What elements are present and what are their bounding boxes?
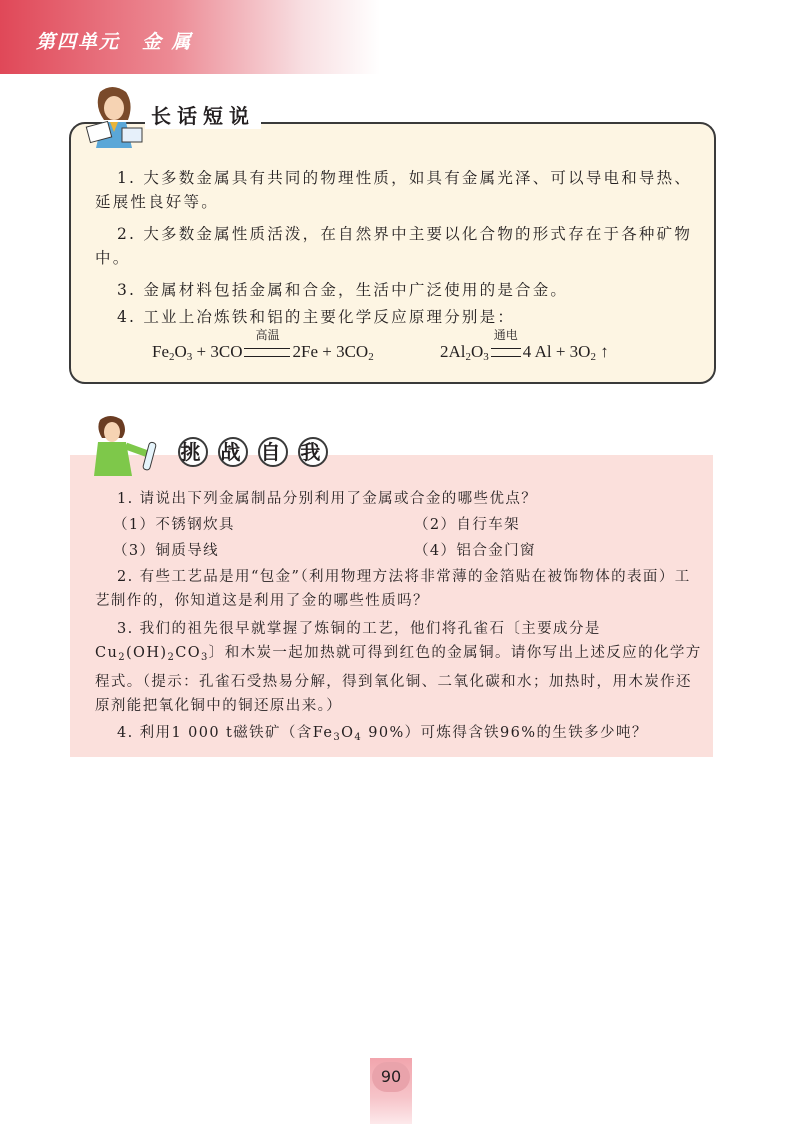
question-4: 4. 利用1 000 t磁铁矿（含$Fe_3O_4$ 90%）可炼得含铁96%的生铁多少吨？ (117, 725, 648, 743)
iron-smelting-equation: $Fe_2O_3 + 3CO$ 高温 $2Fe + 3CO_2$ (152, 328, 374, 363)
chapter-unit: 第四单元 (36, 31, 121, 53)
q1-option-2: （2）自行车架 (414, 517, 521, 533)
aluminium-electrolysis-equation: $2Al_2O_3$ 通电 4 $Al + 3O_2$ ↑ (440, 328, 609, 363)
page-number: 90 (372, 1062, 410, 1092)
question-3-part-1: 3. 我们的祖先很早就掌握了炼铜的工艺，他们将孔雀石〔主要成分是Cu (95, 621, 601, 661)
question-3-part-2: 和木炭一起加热就可得到红色的金属铜。请你写出上述反应的化学方程式。（提示：孔雀石受热易分解，得到氧化铜、二氧化碳和水；加热时，用木炭作还原剂能把氧化铜中的铜还原出来。） (95, 645, 702, 714)
question-4-part-1: 4. 利用1 000 t磁铁矿（含Fe (117, 725, 334, 741)
boy-test-tube-illustration (86, 414, 166, 480)
eq1-reactant-fe: Fe (152, 342, 169, 361)
summary-title: 长话短说 (145, 100, 261, 129)
challenge-title (178, 437, 326, 467)
eq1-condition: 高温 (255, 328, 280, 342)
summary-item-2: 2. 大多数金属性质活泼，在自然界中主要以化合物的形式存在于各种矿物中。 (95, 225, 693, 267)
question-2: 2. 有些工艺品是用“包金”（利用物理方法将非常薄的金箔贴在被饰物体的表面）工艺制作的，你知道这是利用了金的哪些性质吗？ (95, 569, 691, 609)
summary-item-3: 3. 金属材料包括金属和合金，生活中广泛使用的是合金。 (117, 281, 569, 299)
challenge-title-char-1: 挑 (178, 437, 208, 467)
question-1: 1. 请说出下列金属制品分别利用了金属或合金的哪些优点？ (117, 491, 538, 507)
eq2-reactant: 2Al (440, 342, 466, 361)
eq2-condition: 通电 (493, 328, 518, 342)
summary-item-1: 1. 大多数金属具有共同的物理性质，如具有金属光泽、可以导电和导热、延展性良好等。 (95, 169, 693, 211)
girl-reading-illustration (82, 84, 148, 156)
challenge-title-char-2: 战 (218, 437, 248, 467)
challenge-title-char-3: 自 (258, 437, 288, 467)
question-3: 3. 我们的祖先很早就掌握了炼铜的工艺，他们将孔雀石〔主要成分是$Cu_2(OH)_2CO_3$〕和木炭一起加热就可得到红色的金属铜。请你写出上述反应的化学方程式。（提示：孔雀石受热易分解，得到氧化铜、二氧化碳和水；加热时，用木炭作还原剂能把氧化铜中的铜还原出来。） (95, 621, 702, 714)
eq1-products: 2Fe + 3CO (292, 342, 369, 361)
challenge-title-char-4: 我 (298, 437, 328, 467)
q1-option-1: （1）不锈钢炊具 (113, 517, 235, 533)
eq2-products: 4 Al + 3O (522, 342, 591, 361)
question-4-part-2: 90%）可炼得含铁96%的生铁多少吨？ (368, 725, 648, 741)
summary-item-4: 4. 工业上冶炼铁和铝的主要化学反应原理分别是： (117, 308, 516, 326)
q1-option-4: （4）铝合金门窗 (414, 543, 536, 559)
chapter-header (36, 27, 193, 54)
chapter-title: 金 属 (142, 31, 193, 53)
q1-option-3: （3）铜质导线 (113, 543, 220, 559)
